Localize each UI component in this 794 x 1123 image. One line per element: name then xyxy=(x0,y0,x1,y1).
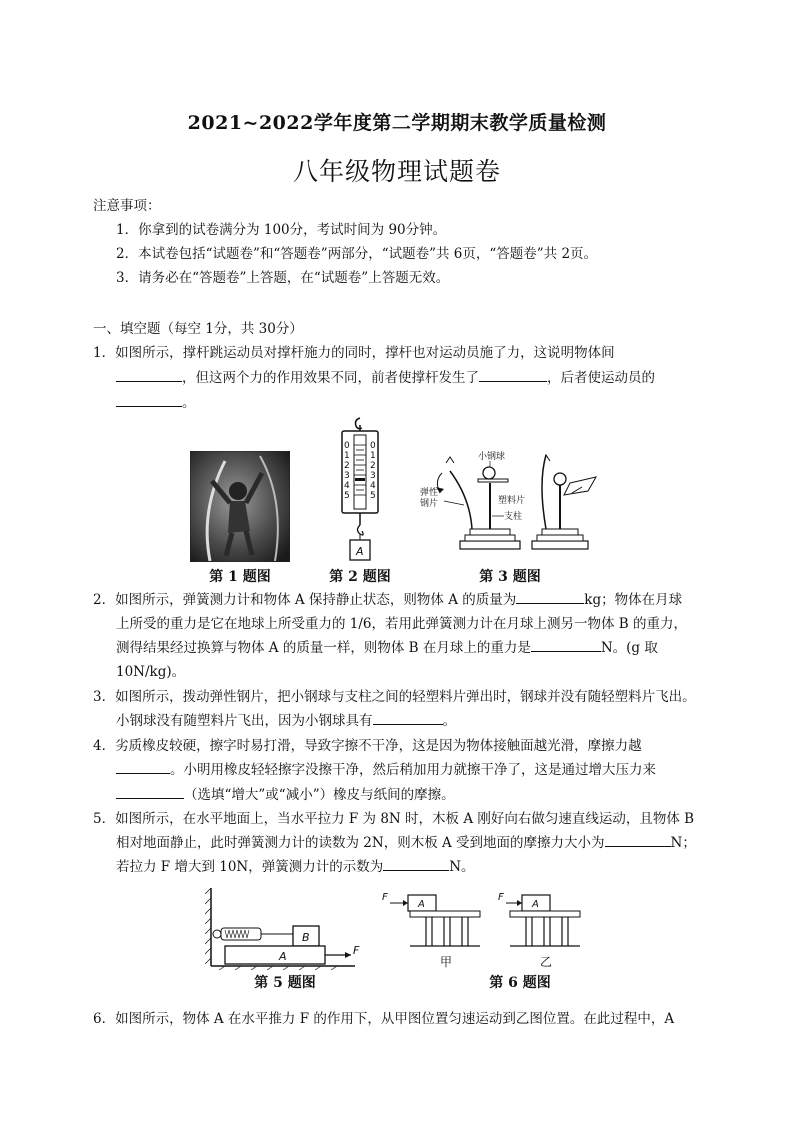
svg-text:小钢球: 小钢球 xyxy=(478,452,506,462)
q5-line1: 5．如图所示，在水平地面上，当水平拉力 F 为 8N 时，木板 A 刚好向右做匀速直线运动，且物体 B xyxy=(93,811,695,827)
q4-line1: 4．劣质橡皮较硬，擦字时易打滑，导致字擦不干净，这是因为物体接触面越光滑，摩擦力越 xyxy=(93,738,642,754)
q2-line1: 2．如图所示，弹簧测力计和物体 A 保持静止状态，则物体 A 的质量为 kg；物体在月球 xyxy=(93,589,682,611)
q6-line1: 6．如图所示，物体 A 在水平推力 F 的作用下，从甲图位置匀速运动到乙图位置。在此过程中，A xyxy=(93,1011,675,1027)
q2-line2: 上所受的重力是它在地球上所受重力的 1/6，若用此弹簧测力计在月球上测另一物体 B 的重力， xyxy=(116,616,688,632)
svg-text:支柱: 支柱 xyxy=(504,512,523,522)
svg-text:0: 0 xyxy=(344,441,350,451)
q3-line1: 3．如图所示，拨动弹性钢片，把小钢球与支柱之间的轻塑料片弹出时，钢球并没有随轻塑料片飞出。 xyxy=(93,689,696,705)
q4-line2: 。小明用橡皮轻轻擦字没擦干净，然后稍加用力就擦干净了，这是通过增大压力来 xyxy=(116,759,656,781)
svg-text:0: 0 xyxy=(370,441,376,451)
answer-blank[interactable] xyxy=(116,784,184,799)
fig3-caption: 第 3 题图 xyxy=(479,569,541,585)
svg-text:塑料片: 塑料片 xyxy=(498,496,526,506)
svg-text:3: 3 xyxy=(344,471,350,481)
exam-title: 2021~2022学年度第二学期期末教学质量检测 xyxy=(187,112,607,134)
svg-text:2: 2 xyxy=(370,461,376,471)
friction-board-figure xyxy=(205,886,365,970)
svg-text:1: 1 xyxy=(344,451,350,461)
svg-text:3: 3 xyxy=(370,471,376,481)
notes-label: 注意事项： xyxy=(93,198,161,214)
answer-blank[interactable] xyxy=(605,832,671,847)
q4-line3: （选填“增大”或“减小”）橡皮与纸间的摩擦。 xyxy=(116,784,455,806)
svg-text:B: B xyxy=(302,931,310,944)
note-item-3: 3．请务必在“答题卷”上答题，在“试题卷”上答题无效。 xyxy=(116,270,450,286)
q2-line3: 测得结果经过换算与物体 A 的质量一样，则物体 B 在月球上的重力是 N。(g 取 xyxy=(116,637,658,659)
answer-blank[interactable] xyxy=(516,589,584,604)
answer-blank[interactable] xyxy=(479,367,547,382)
svg-text:A: A xyxy=(279,950,287,963)
svg-text:F: F xyxy=(498,892,504,903)
svg-text:1: 1 xyxy=(370,451,376,461)
paper-title: 八年级物理试题卷 xyxy=(292,157,501,186)
q1-line1: 1．如图所示，撑杆跳运动员对撑杆施力的同时，撑杆也对运动员施了力，这说明物体间 xyxy=(93,345,615,361)
svg-text:弹性: 弹性 xyxy=(420,488,439,498)
svg-text:F: F xyxy=(353,944,360,957)
svg-text:5: 5 xyxy=(370,491,376,501)
push-block-figure xyxy=(380,886,590,972)
note-item-1: 1．你拿到的试卷满分为 100分，考试时间为 90分钟。 xyxy=(116,222,447,238)
pole-vault-photo xyxy=(190,451,290,562)
note-item-2: 2．本试卷包括“试题卷”和“答题卷”两部分，“试题卷”共 6页，“答题卷”共 2页。 xyxy=(116,246,598,262)
answer-blank[interactable] xyxy=(383,856,449,871)
svg-text:4: 4 xyxy=(344,481,350,491)
answer-blank[interactable] xyxy=(116,759,170,774)
svg-text:5: 5 xyxy=(344,491,350,501)
fig5-caption: 第 5 题图 xyxy=(254,975,316,991)
spring-scale-figure xyxy=(330,415,390,565)
svg-text:2: 2 xyxy=(344,461,350,471)
svg-text:乙: 乙 xyxy=(540,955,553,969)
q5-line3: 若拉力 F 增大到 10N，弹簧测力计的示数为 N。 xyxy=(116,856,475,878)
svg-text:A: A xyxy=(418,899,425,910)
section-heading: 一、填空题（每空 1分，共 30分） xyxy=(93,321,303,337)
q5-line2: 相对地面静止，此时弹簧测力计的读数为 2N，则木板 A 受到地面的摩擦力大小为 N； xyxy=(116,832,696,854)
q1-line3: 。 xyxy=(116,392,196,414)
q1-line2: ，但这两个力的作用效果不同，前者使撑杆发生了 ，后者使运动员的 xyxy=(116,367,655,389)
svg-text:4: 4 xyxy=(370,481,376,491)
fig6-caption: 第 6 题图 xyxy=(489,975,551,991)
svg-text:A: A xyxy=(356,545,364,558)
svg-text:A: A xyxy=(532,899,539,910)
answer-blank[interactable] xyxy=(373,710,443,725)
q2-line4: 10N/kg)。 xyxy=(116,664,186,680)
fig2-caption: 第 2 题图 xyxy=(329,569,391,585)
svg-text:甲: 甲 xyxy=(440,955,453,969)
answer-blank[interactable] xyxy=(116,392,182,407)
inertia-apparatus-figure xyxy=(420,443,600,565)
fig1-caption: 第 1 题图 xyxy=(209,569,271,585)
svg-text:F: F xyxy=(382,892,388,903)
answer-blank[interactable] xyxy=(531,637,601,652)
q3-line2: 小钢球没有随塑料片飞出，因为小钢球具有 。 xyxy=(116,710,456,732)
svg-text:钢片: 钢片 xyxy=(420,499,439,509)
answer-blank[interactable] xyxy=(116,367,182,382)
